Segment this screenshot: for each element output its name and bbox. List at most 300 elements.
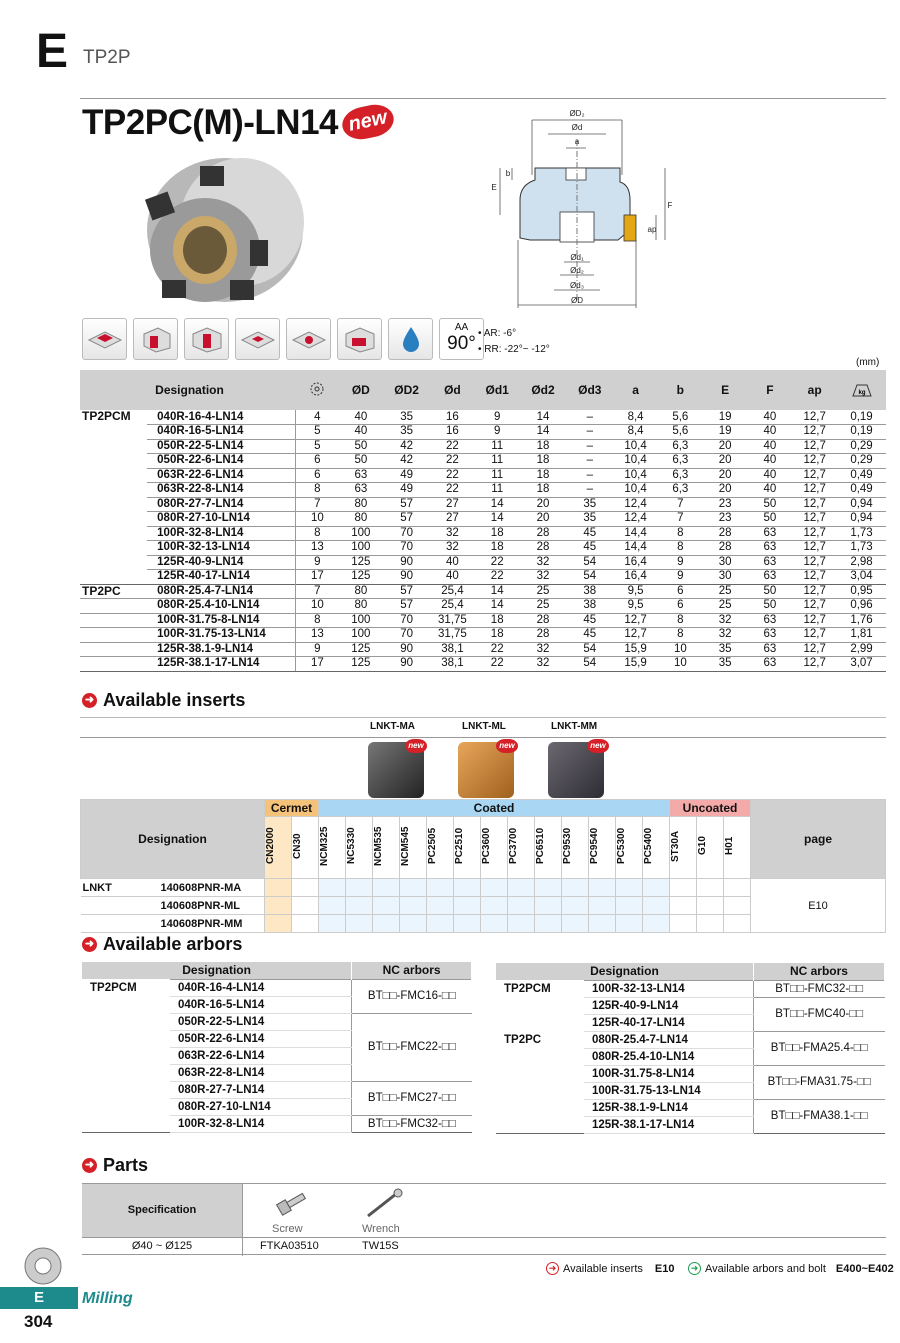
technical-drawing (480, 100, 690, 315)
axial-rake: • AR: -6° (478, 328, 517, 339)
nc-arbor: BT□□-FMC22-□□ (352, 1013, 472, 1081)
value-cell: 6,3 (658, 483, 703, 498)
arbor-row: TP2PCM 040R-16-4-LN14 BT□□-FMC16-□□ (82, 979, 472, 996)
value-cell: 7 (296, 584, 339, 599)
label-D2: ØD₂ (569, 109, 585, 118)
value-cell: 5 (296, 425, 339, 440)
value-cell: 70 (383, 613, 430, 628)
value-cell: – (566, 454, 613, 469)
value-cell: 45 (566, 628, 613, 643)
arbor-designation: 100R-32-8-LN14 (170, 1115, 352, 1132)
dimension-table: Designation ØD ØD2 Ød Ød1 Ød2 Ød3 a b E F ap kg TP2PCM 040R-16-4-LN14 4 40 35 16 9 14 – 8,4 5,6 19 40 12,7 0,19 040R-16-5-LN14 5 40 35 16 9 14 – 8,4 5,6 19 40 12,7 0,19 050R-22-5-LN14 5 50 42 22 11 18 – 10,4 6,3 20 40 12,7 0,29 050R-22-6-LN14 6 50 42 22 11 18 – 10,4 6,3 20 40 12,7 0,29 063R-22-6-LN14 6 63 49 22 11 18 – 10,4 6,3 20 40 12,7 0,49 063R-22-8-LN14 8 63 49 22 11 18 – 10,4 6,3 20 40 12,7 0,49 080R-27-7-LN14 7 80 57 27 14 20 35 12,4 7 23 50 12,7 0,94 080R-27-10-LN14 10 80 57 27 14 20 35 12,4 7 23 50 12,7 0,94 100R-32-8-LN14 8 100 70 32 18 28 45 14,4 8 28 63 12,7 1,73 100R-32-13-LN14 13 100 70 32 18 28 45 14,4 8 28 63 12,7 1,73 125R-40-9-LN14 9 125 90 40 22 32 54 16,4 9 30 63 12,7 2,98 125R-40-17-LN14 17 125 90 40 22 32 54 16,4 9 30 63 12,7 3,04 TP2PC 080R-25.4-7-LN14 7 80 57 25,4 14 25 38 9,5 6 25 50 12,7 0,95 080R-25.4-10-LN14 10 80 57 25,4 14 25 38 9,5 6 25 50 12,7 0,96 100R-31.75-8-LN14 8 100 70 31,75 18 28 45 12,7 8 32 63 12,7 1,76 100R-31.75-13-LN14 13 100 70 31,75 18 28 45 12,7 8 32 63 12,7 1,81 125R-38.1-9-LN14 9 125 90 38,1 22 32 54 15,9 10 35 63 12,7 2,99 125R-38.1-17-LN14 17 125 90 38,1 22 32 54 15,9 10 35 63 12,7 3,07 (80, 370, 886, 672)
value-cell: 28 (520, 541, 567, 556)
label-D: ØD (571, 296, 583, 305)
nc-arbor: BT□□-FMC27-□□ (352, 1081, 472, 1115)
arbor-row (82, 1115, 472, 1132)
value-cell: 32 (520, 657, 567, 672)
value-cell: 12,4 (613, 512, 658, 527)
value-cell: 17 (296, 657, 339, 672)
label-d1: Ød₁ (570, 253, 584, 262)
value-cell: 7 (658, 512, 703, 527)
insert-new-badge: new (587, 739, 609, 753)
value-cell: 18 (475, 613, 520, 628)
wrench-icon (362, 1188, 406, 1220)
grade-cell (535, 879, 562, 897)
header-rule (80, 98, 886, 99)
grade-header: CN2000 (265, 817, 292, 879)
value-cell: 14 (475, 497, 520, 512)
designation-cell: 125R-38.1-17-LN14 (147, 657, 296, 672)
value-cell: 100 (338, 613, 383, 628)
value-cell: 63 (748, 657, 793, 672)
grade-cell (481, 915, 508, 933)
value-cell: 18 (520, 454, 567, 469)
arbor-table-right: Designation NC arbors TP2PCM 100R-32-13-LN14 BT□□-FMC32-□□ 125R-40-9-LN14 BT□□-FMC40-□□ 125R-40-17-LN14 TP2PC 080R-25.4-7-LN14 BT□□-FMA25.4-□□ 080R-25.4-10-LN14 100R-31.75-8-LN14 BT□□-FMA31.75-□□ 100R-31.75-13-LN14 125R-38.1-9-LN14 BT□□-FMA38.1-□□ 125R-38.1-17-LN14 (496, 963, 885, 1134)
value-cell: 50 (748, 497, 793, 512)
new-badge: new (339, 101, 397, 143)
value-cell: 50 (748, 512, 793, 527)
insert-designation: 140608PNR-ML (81, 897, 265, 915)
value-cell: 22 (475, 657, 520, 672)
grade-cell (319, 915, 346, 933)
grade-cell (616, 879, 643, 897)
grade-header: PC2505 (427, 817, 454, 879)
value-cell: 20 (520, 497, 567, 512)
grade-cell (373, 897, 400, 915)
value-cell: 49 (383, 468, 430, 483)
value-cell: 9 (475, 425, 520, 440)
value-cell: 6 (658, 584, 703, 599)
value-cell: 9 (296, 642, 339, 657)
value-cell: 70 (383, 541, 430, 556)
table-row (80, 657, 886, 672)
value-cell: 57 (383, 599, 430, 614)
value-cell: 10,4 (613, 483, 658, 498)
value-cell: 16 (446, 410, 459, 423)
insert-new-badge: new (496, 739, 518, 753)
value-cell: 28 (703, 526, 748, 541)
value-cell: 125 (338, 570, 383, 585)
approach-angle-box: AA 90° (439, 318, 484, 360)
table-row (80, 628, 886, 643)
value-cell: 22 (430, 439, 475, 454)
value-cell: 40 (748, 454, 793, 469)
value-cell: 125 (338, 642, 383, 657)
value-cell: 32 (430, 526, 475, 541)
arbor-row (496, 1065, 885, 1082)
value-cell: 45 (566, 526, 613, 541)
value-cell: 9 (658, 570, 703, 585)
nc-arbor: BT□□-FMA38.1-□□ (753, 1099, 884, 1133)
grade-cell (319, 879, 346, 897)
milling-thumb-icon (22, 1245, 64, 1287)
arbor-designation: 125R-38.1-17-LN14 (584, 1116, 753, 1133)
value-cell: 57 (383, 584, 430, 599)
value-cell: 63 (748, 628, 793, 643)
value-cell: 11 (475, 483, 520, 498)
value-cell: 12,7 (792, 439, 837, 454)
designation-cell: 050R-22-5-LN14 (147, 439, 296, 454)
grade-cell (292, 897, 319, 915)
arbor-designation: 125R-38.1-9-LN14 (584, 1099, 753, 1116)
value-cell: 14 (475, 599, 520, 614)
table-row (80, 454, 886, 469)
grade-cell (697, 897, 724, 915)
grade-cell (697, 915, 724, 933)
grade-cell (508, 897, 535, 915)
step-milling-icon (337, 318, 382, 360)
value-cell: 5,6 (658, 425, 703, 440)
value-cell: 40 (748, 425, 793, 440)
value-cell: 35 (383, 425, 430, 440)
label-ap: ap (647, 225, 657, 234)
parts-heading: ➜ Parts (82, 1155, 148, 1176)
value-cell: 32 (430, 541, 475, 556)
value-cell: 12,7 (792, 425, 837, 440)
label-d2: Ød₂ (570, 266, 584, 275)
value-cell: 12,7 (792, 541, 837, 556)
designation-cell: 040R-16-4-LN14 (157, 410, 244, 423)
value-cell: 63 (748, 541, 793, 556)
value-cell: 27 (430, 497, 475, 512)
group-label: TP2PC (80, 584, 147, 599)
value-cell: 28 (520, 628, 567, 643)
grade-header: G10 (697, 817, 724, 879)
value-cell: 63 (748, 570, 793, 585)
slotting-icon (184, 318, 229, 360)
value-cell: 40 (338, 425, 383, 440)
value-cell: 12,7 (803, 410, 826, 423)
value-cell: 3,04 (837, 570, 886, 585)
arrow-icon: ➜ (82, 1158, 97, 1173)
grade-header: ST30A (670, 817, 697, 879)
arbor-designation: 100R-31.75-13-LN14 (584, 1082, 753, 1099)
cutter-image (130, 140, 315, 315)
arbor-designation: 040R-16-5-LN14 (170, 996, 352, 1013)
value-cell: 12,7 (613, 628, 658, 643)
designation-cell: 125R-38.1-9-LN14 (147, 642, 296, 657)
value-cell: 8 (658, 526, 703, 541)
value-cell: 8 (296, 483, 339, 498)
pocketing-icon (235, 318, 280, 360)
value-cell: 5,6 (672, 410, 689, 423)
designation-cell: 063R-22-6-LN14 (147, 468, 296, 483)
value-cell: 0,19 (850, 410, 873, 423)
arbor-designation: 050R-22-6-LN14 (170, 1030, 352, 1047)
grade-cell (265, 897, 292, 915)
value-cell: 100 (338, 526, 383, 541)
grade-cell (454, 915, 481, 933)
inserts-rule (80, 737, 886, 738)
value-cell: 18 (475, 541, 520, 556)
value-cell: 14 (520, 425, 567, 440)
value-cell: 20 (703, 439, 748, 454)
designation-cell: 080R-25.4-10-LN14 (147, 599, 296, 614)
grade-cell (346, 879, 373, 897)
value-cell: 10 (296, 599, 339, 614)
value-cell: 54 (566, 657, 613, 672)
value-cell: 50 (748, 599, 793, 614)
value-cell: 125 (338, 657, 383, 672)
value-cell: 2,98 (837, 555, 886, 570)
value-cell: 30 (703, 555, 748, 570)
inserts-heading: ➜ Available inserts (82, 690, 245, 711)
grade-cell (508, 879, 535, 897)
value-cell: 8 (658, 628, 703, 643)
designation-cell: 080R-27-10-LN14 (147, 512, 296, 527)
table-row (80, 425, 886, 440)
teeth-icon (296, 370, 339, 410)
grade-cell (589, 897, 616, 915)
value-cell: 25 (703, 584, 748, 599)
value-cell: 10 (296, 512, 339, 527)
value-cell: 19 (703, 425, 748, 440)
value-cell: 23 (703, 497, 748, 512)
value-cell: 38,1 (430, 642, 475, 657)
value-cell: 63 (748, 555, 793, 570)
table-row (80, 468, 886, 483)
grade-cell (454, 879, 481, 897)
grade-cell (454, 897, 481, 915)
designation-cell: 100R-32-8-LN14 (147, 526, 296, 541)
value-cell: 63 (338, 468, 383, 483)
grade-cell (265, 879, 292, 897)
table-row (80, 613, 886, 628)
arbor-row (82, 1013, 472, 1030)
arbor-designation: 050R-22-5-LN14 (170, 1013, 352, 1030)
nc-arbor: BT□□-FMC40-□□ (753, 997, 884, 1031)
arrow-icon: ➜ (82, 693, 97, 708)
value-cell: 16,4 (613, 570, 658, 585)
grade-cell (589, 915, 616, 933)
value-cell: 38 (566, 599, 613, 614)
arbor-designation: 080R-27-7-LN14 (170, 1081, 352, 1098)
arbor-designation: 080R-25.4-7-LN14 (584, 1031, 753, 1048)
value-cell: 18 (475, 526, 520, 541)
nc-arbor: BT□□-FMC16-□□ (352, 979, 472, 1013)
value-cell: 13 (296, 628, 339, 643)
grade-cell (400, 897, 427, 915)
value-cell: – (586, 410, 593, 423)
grade-cell (373, 879, 400, 897)
page-ref: E10 (751, 879, 886, 933)
value-cell: 0,95 (837, 584, 886, 599)
value-cell: 12,4 (613, 497, 658, 512)
value-cell: 90 (383, 555, 430, 570)
value-cell: 12,7 (792, 454, 837, 469)
value-cell: 9,5 (613, 599, 658, 614)
nc-arbor: BT□□-FMA25.4-□□ (753, 1031, 884, 1065)
table-row (80, 599, 886, 614)
grade-cell (535, 897, 562, 915)
value-cell: 1,76 (837, 613, 886, 628)
value-cell: 40 (748, 483, 793, 498)
grade-cell (292, 879, 319, 897)
arrow-icon: ➜ (82, 937, 97, 952)
value-cell: 63 (748, 642, 793, 657)
value-cell: 32 (520, 570, 567, 585)
grade-cell (481, 897, 508, 915)
parts-table: Specification Screw Wrench Ø40 ~ Ø125 FTKA03510 TW15S (82, 1183, 886, 1255)
application-icons (82, 318, 484, 360)
arrow-icon: ➜ (688, 1262, 701, 1275)
value-cell: 4 (296, 410, 339, 425)
designation-cell: 100R-31.75-8-LN14 (147, 613, 296, 628)
value-cell: 6,3 (658, 439, 703, 454)
value-cell: 31,75 (430, 628, 475, 643)
value-cell: 18 (520, 468, 567, 483)
table-row (80, 584, 886, 599)
parts-range: Ø40 ~ Ø125 (131, 1240, 193, 1252)
weight-icon (837, 370, 886, 410)
value-cell: 40 (748, 468, 793, 483)
value-cell: 38,1 (430, 657, 475, 672)
grade-cell (670, 915, 697, 933)
value-cell: 35 (400, 410, 414, 423)
value-cell: 15,9 (613, 642, 658, 657)
value-cell: 35 (566, 512, 613, 527)
unit-label: (mm) (856, 357, 880, 368)
value-cell: 0,49 (837, 468, 886, 483)
value-cell: 5 (296, 439, 339, 454)
designation-cell: 100R-32-13-LN14 (147, 541, 296, 556)
section-tab-label: Milling (82, 1290, 133, 1307)
value-cell: 12,7 (613, 613, 658, 628)
grade-cell (670, 897, 697, 915)
value-cell: 31,75 (430, 613, 475, 628)
value-cell: 16 (430, 425, 475, 440)
value-cell: 45 (566, 541, 613, 556)
value-cell: 25 (703, 599, 748, 614)
arbor-row (496, 997, 885, 1014)
grade-cell (427, 897, 454, 915)
value-cell: 18 (520, 439, 567, 454)
value-cell: 25 (520, 584, 567, 599)
grade-cell (724, 915, 751, 933)
value-cell: 12,7 (792, 613, 837, 628)
value-cell: 20 (703, 454, 748, 469)
arbor-row (496, 1099, 885, 1116)
value-cell: 38 (566, 584, 613, 599)
value-cell: 35 (703, 657, 748, 672)
grade-cell (427, 915, 454, 933)
value-cell: 6 (658, 599, 703, 614)
arbor-row: TP2PC 080R-25.4-7-LN14 BT□□-FMA25.4-□□ (496, 1031, 885, 1048)
arbor-designation: 100R-31.75-8-LN14 (584, 1065, 753, 1082)
label-d3: Ød₃ (570, 281, 584, 290)
value-cell: 63 (338, 483, 383, 498)
insert-designation: 140608PNR-MM (81, 915, 265, 933)
value-cell: 22 (475, 642, 520, 657)
value-cell: 125 (338, 555, 383, 570)
value-cell: 32 (520, 555, 567, 570)
value-cell: 10 (658, 642, 703, 657)
value-cell: 6,3 (658, 454, 703, 469)
grade-header: PC3700 (508, 817, 535, 879)
designation-cell: 080R-27-7-LN14 (147, 497, 296, 512)
value-cell: 12,7 (792, 599, 837, 614)
value-cell: 54 (566, 555, 613, 570)
value-cell: 14 (475, 512, 520, 527)
value-cell: 12,7 (792, 628, 837, 643)
value-cell: 80 (338, 497, 383, 512)
value-cell: 2,99 (837, 642, 886, 657)
value-cell: 42 (383, 439, 430, 454)
grade-header: PC5300 (616, 817, 643, 879)
value-cell: 42 (383, 454, 430, 469)
link-available-arbors[interactable]: ➜ Available arbors and bolt E400~E402 (688, 1262, 894, 1275)
value-cell: 11 (475, 454, 520, 469)
value-cell: 14,4 (613, 526, 658, 541)
value-cell: 6,3 (658, 468, 703, 483)
label-E: E (491, 183, 497, 192)
value-cell: 8,4 (613, 425, 658, 440)
value-cell: 18 (520, 483, 567, 498)
value-cell: 20 (703, 483, 748, 498)
value-cell: 1,73 (837, 526, 886, 541)
table-row (80, 439, 886, 454)
coated-header: Coated (319, 800, 670, 817)
value-cell: 0,29 (837, 439, 886, 454)
designation-cell: 040R-16-5-LN14 (147, 425, 296, 440)
radial-rake: • RR: -22°~ -12° (478, 344, 550, 355)
insert-new-badge: new (405, 739, 427, 753)
svg-text:kg: kg (858, 389, 866, 396)
rake-angles (478, 326, 550, 358)
grade-table: Designation Cermet Coated Uncoated page CN2000 CN30 NCM325 NC5330 NCM535 NCM545 PC2505 PC2510 PC3600 PC3700 PC6510 PC9530 PC9540 PC5300 PC5400 ST30A G10 H01 LNKT 140608PNR-MA E10 140608PNR-ML 140608PNR-MM (80, 799, 886, 933)
section-name: TP2P (83, 47, 131, 68)
link-available-inserts[interactable]: ➜ Available inserts E10 (546, 1262, 674, 1275)
value-cell: 49 (383, 483, 430, 498)
insert-label-ml: LNKT-ML (462, 721, 506, 732)
value-cell: – (566, 468, 613, 483)
grade-cell (319, 897, 346, 915)
grade-cell (643, 897, 670, 915)
value-cell: 17 (296, 570, 339, 585)
value-cell: 35 (566, 497, 613, 512)
shoulder-milling-icon (133, 318, 178, 360)
table-row (80, 512, 886, 527)
grade-cell (427, 879, 454, 897)
grade-cell (589, 879, 616, 897)
grade-header: PC9540 (589, 817, 616, 879)
grade-header: PC2510 (454, 817, 481, 879)
value-cell: 13 (296, 541, 339, 556)
grade-header: CN30 (292, 817, 319, 879)
value-cell: 11 (475, 439, 520, 454)
value-cell: 35 (703, 642, 748, 657)
value-cell: 7 (658, 497, 703, 512)
grade-cell (616, 915, 643, 933)
value-cell: 14 (536, 410, 550, 423)
section-letter: E (36, 25, 69, 78)
value-cell: 32 (703, 613, 748, 628)
grade-cell (670, 879, 697, 897)
value-cell: 32 (520, 642, 567, 657)
grade-cell (724, 879, 751, 897)
value-cell: 9 (296, 555, 339, 570)
grade-cell (643, 879, 670, 897)
value-cell: 3,07 (837, 657, 886, 672)
value-cell: 19 (718, 410, 732, 423)
grade-header: PC3600 (481, 817, 508, 879)
arbor-designation: 063R-22-8-LN14 (170, 1064, 352, 1081)
value-cell: 22 (475, 555, 520, 570)
value-cell: 50 (338, 439, 383, 454)
label-d: Ød (571, 123, 583, 132)
value-cell: 32 (703, 628, 748, 643)
label-a: a (574, 137, 580, 146)
